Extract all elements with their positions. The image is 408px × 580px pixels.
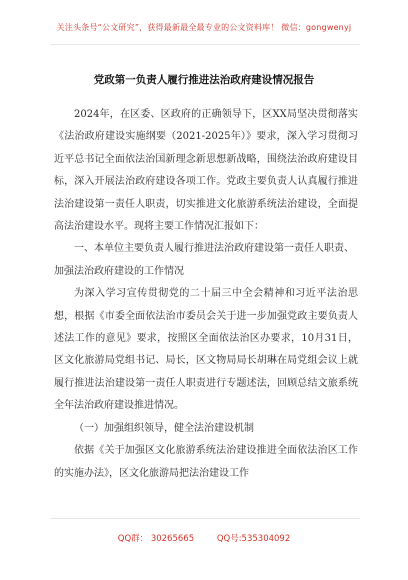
subsection-heading-1: （一）加强组织领导，健全法治建设机制	[74, 422, 254, 434]
document-title: 党政第一负责人履行推进法治政府建设情况报告	[93, 74, 315, 86]
document-body	[54, 104, 358, 485]
header-promo-note: 关注头条号“公文研究”，获得最新最全最专业的公文资料库！ 微信：gongwenyj	[56, 23, 352, 32]
footer-qq-number: QQ号:535304092	[216, 534, 291, 544]
paragraph-section-1: 为深入学习宣传贯彻党的二十届三中全会精神和习近平法治思想，根据《市委全面依法治市委员会关于进一步加强党政主要负责人述法工作的意见》要求，按照区全面依法治区办要求，10月31日，区文化旅游局党组书记、局长，区文物局局长胡琳在局党组会议上就履行推进法治建设第一责任人职责进行专题述法，回顾总结文旅系统全年法治政府建设推进情况。	[54, 288, 358, 412]
paragraph-subsection-1: 依据《关于加强区文化旅游系统法治建设推进全面依法治区工作的实施办法》，区文化旅游局把法治建设工作	[54, 445, 358, 479]
paragraph-intro: 2024年，在区委、区政府的正确领导下，区XX局坚决贯彻落实《法治政府建设实施纲要（2021-2025年）》要求，深入学习贯彻习近平总书记全面依法治国新理念新思想新战略，围绕法治政府建设目标，深入开展法治政府建设各项工作。党政主要负责人认真履行推进法治建设第一责任人职责，切实推进文化旅游系统法治建设，全面提高法治建设水平。现将主要工作情况汇报如下：	[54, 109, 358, 233]
footer-contact	[0, 532, 408, 544]
header-divider	[50, 44, 360, 45]
section-heading-1: 一、本单位主要负责人履行推进法治政府建设第一责任人职责、加强法治政府建设的工作情况	[54, 243, 354, 277]
footer-qq-group: QQ群： 30265665	[117, 534, 195, 544]
footer-divider	[50, 518, 360, 519]
